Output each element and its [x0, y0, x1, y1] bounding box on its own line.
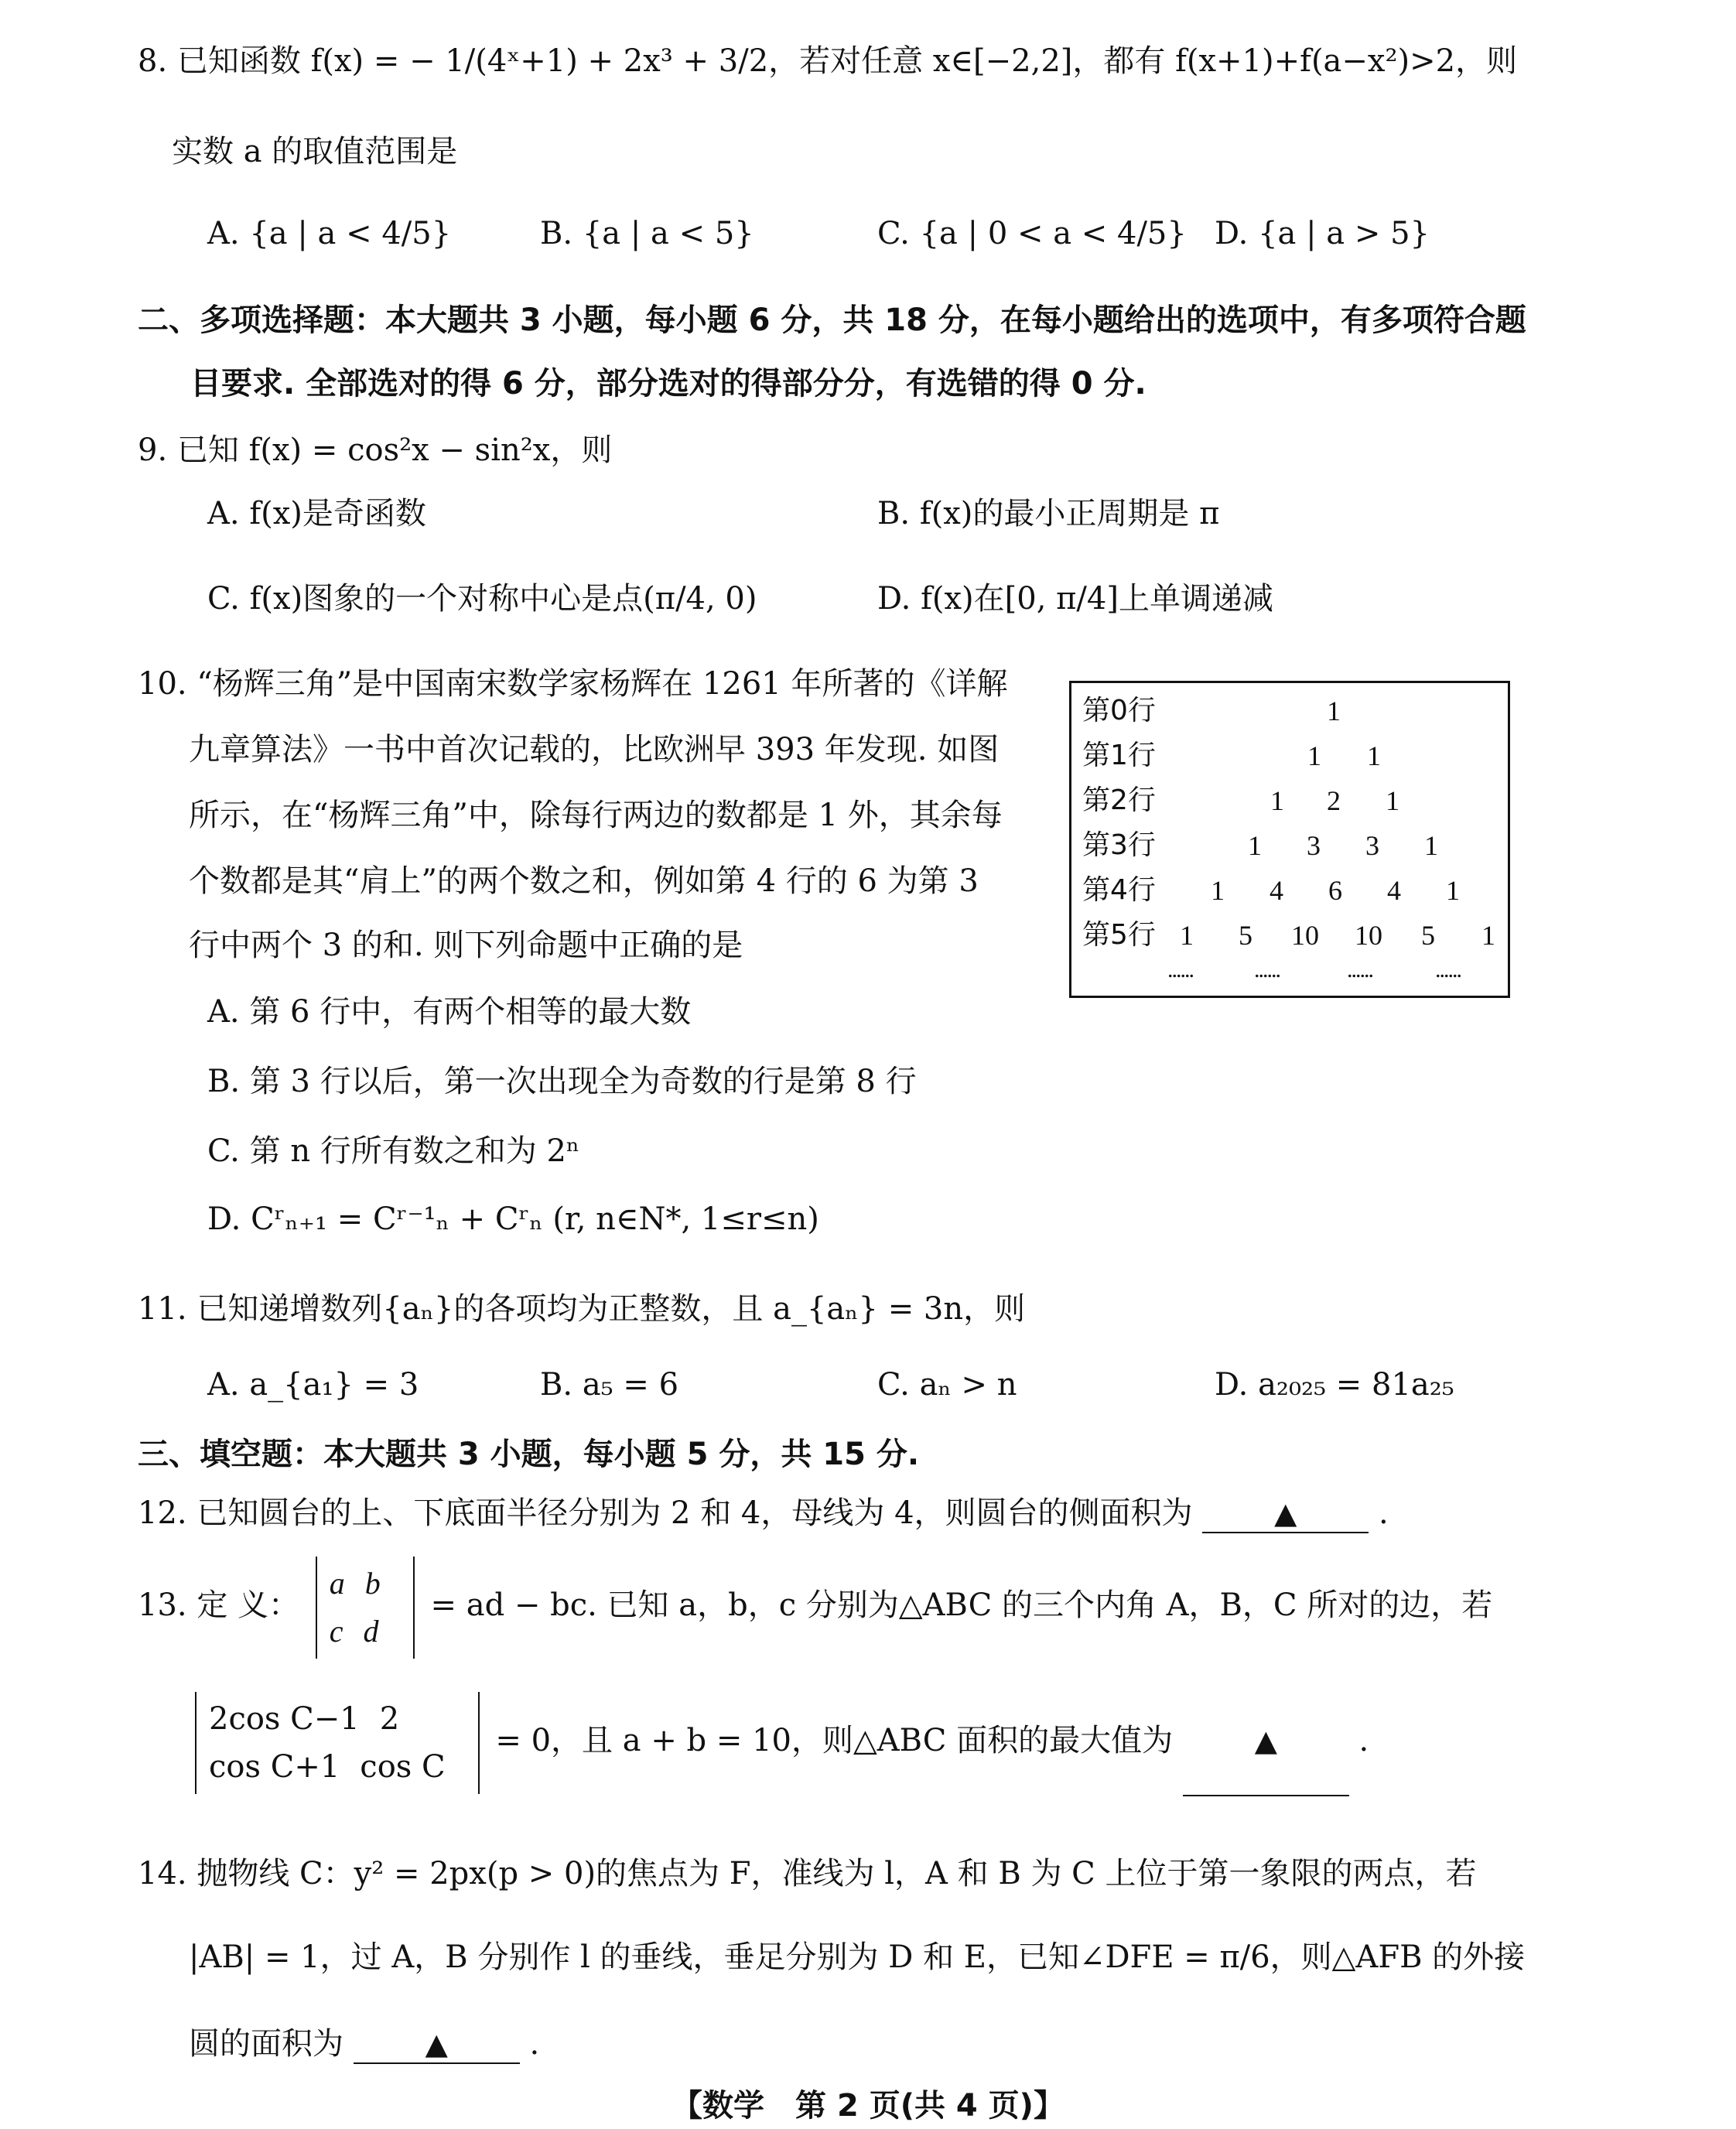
det-entry: c: [329, 1614, 343, 1649]
triangle-cell: 1: [1424, 830, 1438, 861]
triangle-ellipsis: ......: [1435, 957, 1461, 982]
q14-line-3: [189, 2025, 539, 2064]
triangle-row-label: 第2行: [1082, 784, 1156, 816]
determinant-definition: [316, 1557, 415, 1659]
det-entry: cos C: [360, 1749, 446, 1785]
q10-line-2: 九章算法》一书中首次记载的，比欧洲早 393 年发现. 如图: [189, 732, 1000, 767]
blank-marker: ▲: [425, 2027, 448, 2061]
triangle-cell: 6: [1328, 875, 1342, 906]
q8-option-b: B. {a | a < 5}: [540, 216, 754, 251]
q13-prefix: 13. 定 义：: [138, 1587, 300, 1623]
page-footer: 【数学 第 2 页(共 4 页)】: [672, 2088, 1064, 2124]
section3-heading: 三、填空题：本大题共 3 小题，每小题 5 分，共 15 分.: [138, 1437, 920, 1472]
triangle-row-label: 第0行: [1082, 695, 1156, 726]
triangle-row-label: 第4行: [1082, 874, 1156, 906]
triangle-cell: 10: [1355, 920, 1382, 951]
triangle-cell: 4: [1270, 875, 1283, 906]
triangle-cell: 1: [1446, 875, 1460, 906]
q8-option-c: C. {a | 0 < a < 4/5}: [877, 216, 1187, 251]
q13-definition-text: = ad − bc. 已知 a，b，c 分别为△ABC 的三个内角 A，B，C 所对的边，若: [430, 1587, 1493, 1623]
triangle-cell: 1: [1327, 695, 1341, 726]
q14-end: .: [529, 2026, 540, 2062]
q11-option-b: B. a₅ = 6: [540, 1367, 679, 1403]
q10-line-1: 10. “杨辉三角”是中国南宋数学家杨辉在 1261 年所著的《详解: [138, 666, 1008, 702]
blank-marker: ▲: [1254, 1724, 1277, 1758]
answer-blank[interactable]: [1183, 1686, 1349, 1796]
q10-line-3: 所示，在“杨辉三角”中，除每行两边的数都是 1 外，其余每: [189, 798, 1003, 833]
triangle-row-label: 第3行: [1082, 829, 1156, 861]
determinant-condition: [195, 1692, 480, 1794]
q13-condition-text: = 0，且 a + b = 10，则△ABC 面积的最大值为: [495, 1723, 1174, 1758]
q10-option-d: D. Cʳₙ₊₁ = Cʳ⁻¹ₙ + Cʳₙ (r, n∈N*, 1≤r≤n): [207, 1201, 819, 1237]
q14-text: 圆的面积为: [189, 2026, 343, 2062]
answer-blank[interactable]: [1202, 1495, 1369, 1533]
q13-line-2: [189, 1686, 1369, 1796]
q10-line-5: 行中两个 3 的和. 则下列命题中正确的是: [189, 928, 743, 963]
triangle-row-label: 第1行: [1082, 740, 1156, 771]
q12-text: 12. 已知圆台的上、下底面半径分别为 2 和 4，母线为 4，则圆台的侧面积为: [138, 1495, 1193, 1531]
q12-end: .: [1378, 1495, 1389, 1531]
det-entry: 2cos C−1: [209, 1701, 360, 1737]
det-entry: b: [364, 1566, 381, 1601]
triangle-cell: 1: [1180, 920, 1194, 951]
section2-heading: 二、多项选择题：本大题共 3 小题，每小题 6 分，共 18 分，在每小题给出的选项中，有多项符合题: [138, 302, 1526, 338]
triangle-cell: 3: [1365, 830, 1379, 861]
triangle-cell: 1: [1248, 830, 1262, 861]
q9-option-b: B. f(x)的最小正周期是 π: [877, 496, 1220, 531]
q10-option-c: C. 第 n 行所有数之和为 2ⁿ: [207, 1133, 580, 1169]
triangle-cell: 10: [1291, 920, 1319, 951]
triangle-cell: 5: [1421, 920, 1435, 951]
section2-heading-cont: 目要求. 全部选对的得 6 分，部分选对的得部分分，有选错的得 0 分.: [190, 366, 1147, 402]
q11-option-d: D. a₂₀₂₅ = 81a₂₅: [1215, 1367, 1454, 1403]
q9-stem: 9. 已知 f(x) = cos²x − sin²x，则: [138, 432, 613, 468]
det-entry: cos C+1: [209, 1749, 340, 1785]
q9-option-c: C. f(x)图象的一个对称中心是点(π/4, 0): [207, 581, 757, 617]
triangle-cell: 1: [1270, 785, 1284, 816]
q9-option-a: A. f(x)是奇函数: [207, 496, 426, 531]
triangle-cell: 4: [1387, 875, 1401, 906]
det-entry: a: [329, 1566, 345, 1601]
q8-stem-cont: 实数 a 的取值范围是: [172, 134, 458, 169]
q10-line-4: 个数都是其“肩上”的两个数之和，例如第 4 行的 6 为第 3: [189, 863, 979, 899]
q11-option-c: C. aₙ > n: [877, 1367, 1017, 1403]
q8-option-a: A. {a | a < 4/5}: [207, 216, 452, 251]
triangle-ellipsis: ......: [1254, 957, 1280, 982]
q8-stem: 8. 已知函数 f(x) = − 1/(4ˣ+1) + 2x³ + 3/2，若对任意 x∈[−2,2]，都有 f(x+1)+f(a−x²)>2，则: [138, 43, 1518, 79]
triangle-cell: 1: [1211, 875, 1225, 906]
q10-option-b: B. 第 3 行以后，第一次出现全为奇数的行是第 8 行: [207, 1064, 917, 1099]
det-entry: 2: [379, 1701, 400, 1737]
triangle-ellipsis: ......: [1167, 957, 1193, 982]
answer-blank[interactable]: [354, 2025, 520, 2064]
q9-option-d: D. f(x)在[0, π/4]上单调递减: [877, 581, 1273, 617]
q14-line-2: |AB| = 1，过 A，B 分别作 l 的垂线，垂足分别为 D 和 E，已知∠DFE = π/6，则△AFB 的外接: [189, 1939, 1526, 1975]
q14-line-1: 14. 抛物线 C：y² = 2px(p > 0)的焦点为 F，准线为 l，A 和 B 为 C 上位于第一象限的两点，若: [138, 1856, 1477, 1891]
triangle-cell: 1: [1367, 740, 1381, 771]
triangle-cell: 1: [1481, 920, 1495, 951]
blank-marker: ▲: [1274, 1496, 1297, 1530]
triangle-ellipsis: ......: [1347, 957, 1372, 982]
triangle-row-label: 第5行: [1082, 919, 1156, 951]
q13-end: .: [1358, 1723, 1369, 1758]
q11-option-a: A. a_{a₁} = 3: [207, 1367, 419, 1403]
triangle-cell: 2: [1327, 785, 1341, 816]
q12-stem: [138, 1495, 1389, 1533]
yanghui-triangle-figure: [1069, 681, 1510, 998]
triangle-cell: 1: [1307, 740, 1321, 771]
triangle-cell: 5: [1239, 920, 1252, 951]
q10-option-a: A. 第 6 行中，有两个相等的最大数: [207, 994, 692, 1030]
q8-option-d: D. {a | a > 5}: [1215, 216, 1430, 251]
q11-stem: 11. 已知递增数列{aₙ}的各项均为正整数，且 a_{aₙ} = 3n，则: [138, 1291, 1026, 1327]
det-entry: d: [363, 1614, 379, 1649]
q13-line-1: [138, 1551, 1492, 1659]
triangle-cell: 3: [1307, 830, 1321, 861]
triangle-cell: 1: [1386, 785, 1399, 816]
